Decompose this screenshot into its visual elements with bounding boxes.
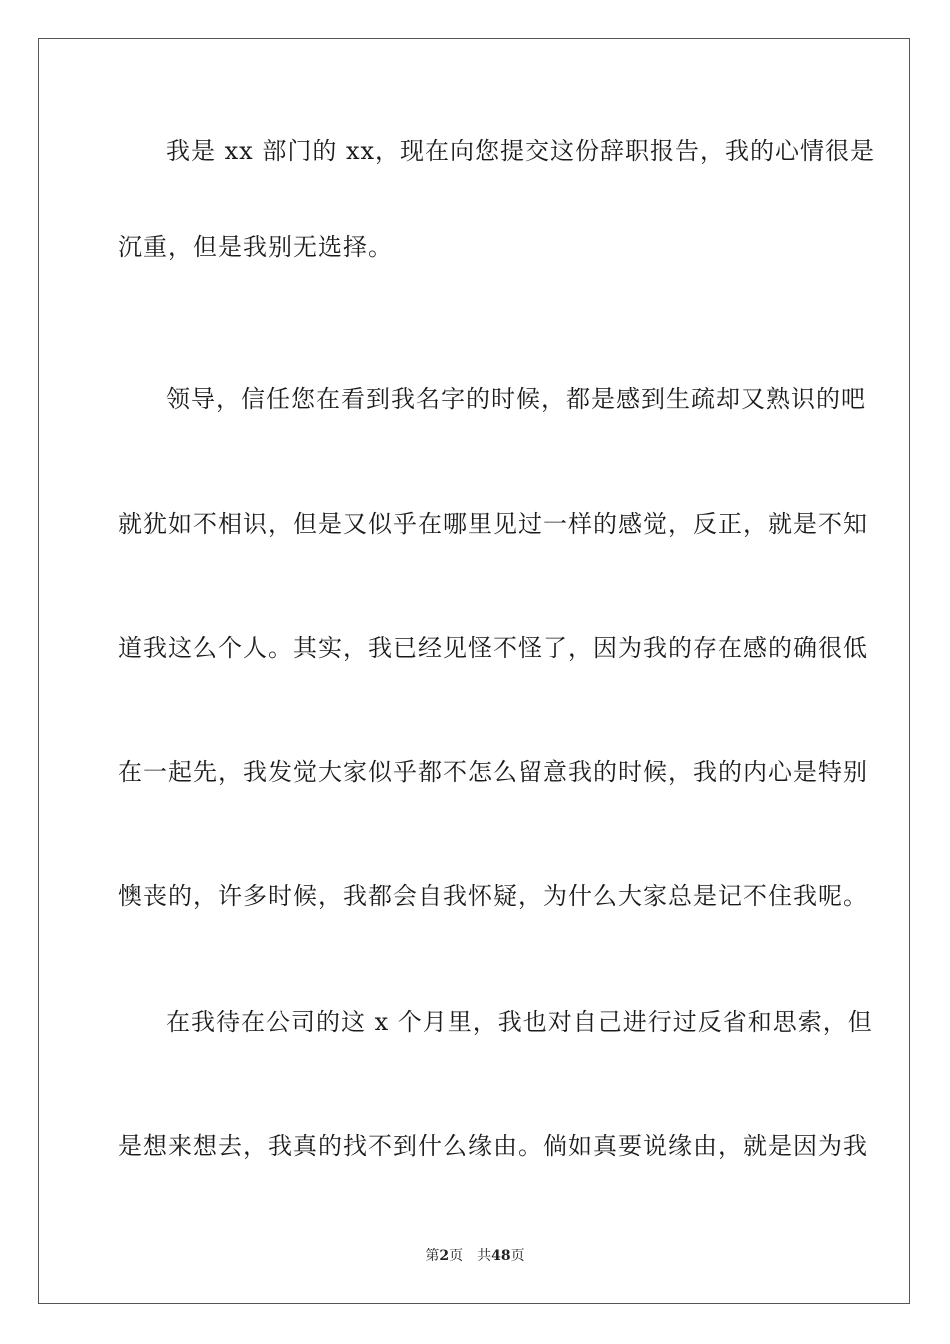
total-prefix: 共 [477,1248,492,1264]
total-pages: 48 [491,1248,511,1264]
paragraph-line: 道我这么个人。其实，我已经见怪不怪了，因为我的存在感的确很低 [118,634,868,662]
paragraph-line: 沉重，但是我别无选择。 [118,233,393,261]
page-prefix: 第 [425,1248,440,1264]
page-suffix: 页 [449,1248,464,1264]
paragraph-line: 是想来想去，我真的找不到什么缘由。倘如真要说缘由，就是因为我 [118,1132,868,1160]
page-footer [0,1247,950,1265]
paragraph-line: 在我待在公司的这 x 个月里，我也对自己进行过反省和思索，但 [166,1008,873,1036]
total-suffix: 页 [510,1248,525,1264]
page-number: 2 [439,1248,450,1264]
paragraph-line: 懊丧的，许多时候，我都会自我怀疑，为什么大家总是记不住我呢。 [118,882,868,910]
paragraph-line: 在一起先，我发觉大家似乎都不怎么留意我的时候，我的内心是特别 [118,758,868,786]
paragraph-line: 领导，信任您在看到我名字的时候，都是感到生疏却又熟识的吧 [166,385,866,413]
paragraph-line: 就犹如不相识，但是又似乎在哪里见过一样的感觉，反正，就是不知 [118,510,868,538]
page-frame [38,38,910,1304]
paragraph-line: 我是 xx 部门的 xx，现在向您提交这份辞职报告，我的心情很是 [166,137,876,165]
